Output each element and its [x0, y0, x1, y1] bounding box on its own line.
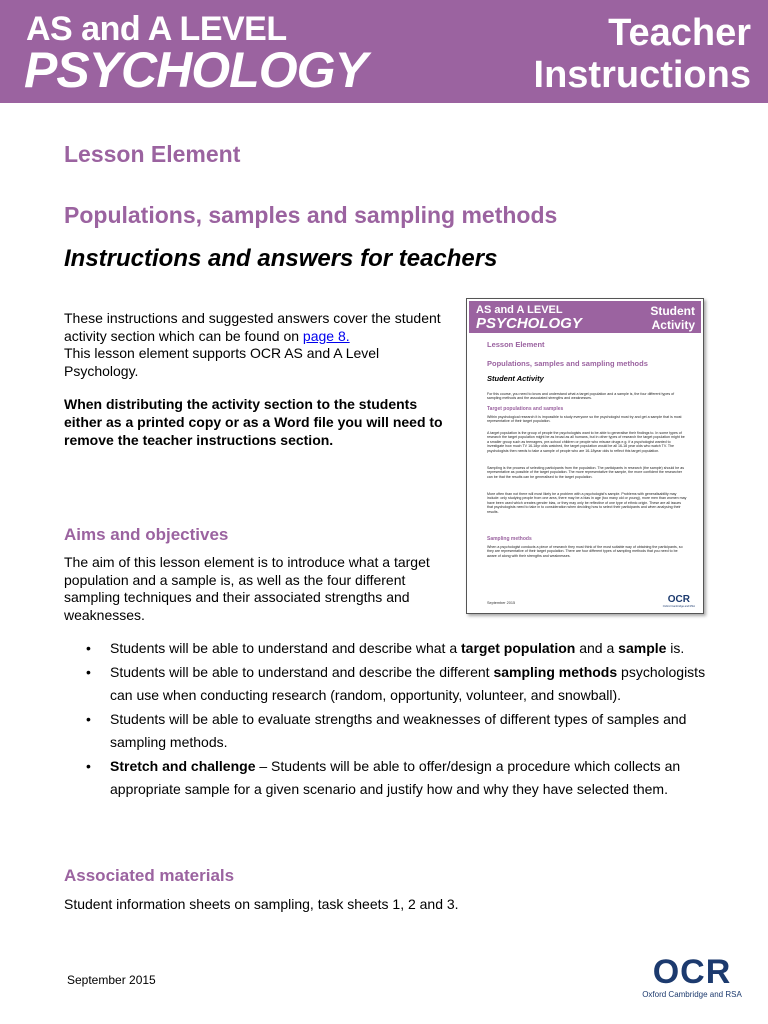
thumbnail-banner	[469, 301, 701, 333]
objective-text: Students will be able to understand and describe the different	[110, 663, 494, 680]
objective-bold: Stretch and challenge	[110, 757, 256, 774]
thumbnail-ocr-subtext: Oxford Cambridge and RSA	[662, 605, 695, 608]
thumbnail-paragraph: For this course, you need to know and understand what a target population and a sample is, the four different types of sampling methods and the associated strengths and weaknesses.	[487, 392, 675, 401]
banner-level: AS and A LEVEL	[26, 10, 287, 48]
banner-subject: PSYCHOLOGY	[24, 42, 367, 98]
thumbnail-paragraph: A target population is the group of people the psychologists want to be able to generalise their findings to. In some types of research the target population might be as broad as all humans, but in other types of research the target population might be a smaller group such as teenagers, pre-school children or people who misuse drugs e.g. if a psychologist wanted to investigate how much TV 16-18yr olds watched, the target population would be all 16-18 year olds who watch TV. The psychologists then needs to take a sample of people who are 16-18year olds to reflect this target population.	[487, 431, 685, 453]
thumbnail-banner-right1: Student	[650, 304, 695, 318]
thumbnail-banner-subject: PSYCHOLOGY	[476, 315, 582, 332]
thumbnail-ocr-logo	[663, 595, 695, 609]
thumbnail-ocr-text: OCR	[667, 594, 690, 605]
distribution-note: When distributing the activity section to the students either as a printed copy or as a Word file you will need to remove the teacher instructions section.	[64, 396, 443, 448]
page-subtitle: Instructions and answers for teachers	[64, 245, 498, 272]
student-activity-thumbnail	[466, 298, 704, 614]
list-item	[64, 661, 724, 708]
thumbnail-paragraph: More often than not there will most likely be a problem with a psychologist's sample. Problems with generalisability may include: only studying people from one area, there may be a bias in age (too many old or young), more men than women may have been used which creates gender bias, or they may only be reflective of one type of ethnic origin. These are all issues that psychologists need to take in to consideration when deciding how to select their participants and when analysing their results.	[487, 492, 687, 514]
list-item	[64, 755, 724, 802]
thumbnail-heading: Sampling methods	[487, 536, 532, 542]
list-item	[64, 637, 724, 661]
thumbnail-lesson: Lesson Element	[487, 340, 545, 349]
objective-text: Students will be able to evaluate strengths and weaknesses of different types of samples and sampling methods.	[110, 710, 687, 750]
thumbnail-topic: Populations, samples and sampling methods	[487, 359, 648, 368]
objective-bold: target population	[461, 640, 576, 656]
ocr-logo	[640, 954, 744, 1000]
thumbnail-heading: Target populations and samples	[487, 406, 564, 412]
thumbnail-paragraph: Within psychological research it is impossible to study everyone so the psychologist must try and get a sample that is most representative of their target population.	[487, 415, 682, 424]
lesson-element-heading: Lesson Element	[64, 141, 241, 167]
thumbnail-banner-level: AS and A LEVEL	[476, 304, 563, 316]
objective-text: psychologists can use when conducting research (random, opportunity, volunteer, and snowball).	[110, 663, 706, 703]
page-8-link[interactable]: page 8.	[302, 327, 350, 344]
footer-date: September 2015	[67, 973, 156, 987]
intro-text: These instructions and suggested answers cover the student activity section which can be found on	[64, 310, 441, 344]
thumbnail-banner-type	[650, 304, 695, 332]
page-title: Populations, samples and sampling methods	[64, 202, 558, 228]
objective-text: is.	[666, 640, 685, 656]
associated-materials-heading: Associated materials	[64, 866, 235, 885]
intro-support-text: This lesson element supports OCR AS and A Level Psychology.	[64, 345, 380, 379]
aims-heading: Aims and objectives	[64, 525, 229, 544]
thumbnail-paragraph: When a psychologist conducts a piece of research they must think of the most suitable way of obtaining the participants, so they are representative of their target population. There are four different types of sampling methods that you need to be aware of along with their strengths and weaknesses.	[487, 545, 683, 558]
banner-doc-type: Instructions	[533, 54, 751, 96]
thumbnail-subtitle: Student Activity	[487, 374, 544, 383]
list-item	[64, 708, 724, 755]
associated-materials-text: Student information sheets on sampling, task sheets 1, 2 and 3.	[64, 896, 459, 912]
objective-text: and a	[575, 640, 619, 656]
thumbnail-date: September 2015	[487, 601, 516, 605]
objective-bold: sampling methods	[493, 663, 618, 680]
ocr-logo-subtext: Oxford Cambridge and RSA	[642, 990, 742, 999]
objective-text: – Students will be able to offer/design a procedure which collects an appropriate sample for a given scenario and justify how and why they have selected them.	[110, 757, 681, 797]
intro-paragraph	[64, 310, 454, 380]
thumbnail-banner-right2: Activity	[651, 318, 695, 332]
aims-paragraph: The aim of this lesson element is to introduce what a target population and a sample is, as well as the four different sampling techniques and their associated strengths and weaknesses.	[64, 554, 430, 623]
header-banner	[0, 0, 768, 103]
objectives-list	[64, 637, 724, 802]
banner-audience: Teacher	[608, 12, 751, 54]
thumbnail-paragraph: Sampling is the process of selecting participants from the population. The participants in research (the sample) should be as representative as possible of the target population. The more representative the sample, the more confident the researcher can be that the results can be generalised to the target population.	[487, 466, 685, 479]
objective-text: Students will be able to understand and describe what a	[110, 640, 462, 656]
ocr-logo-text: OCR	[652, 953, 732, 991]
objective-bold: sample	[618, 640, 667, 656]
